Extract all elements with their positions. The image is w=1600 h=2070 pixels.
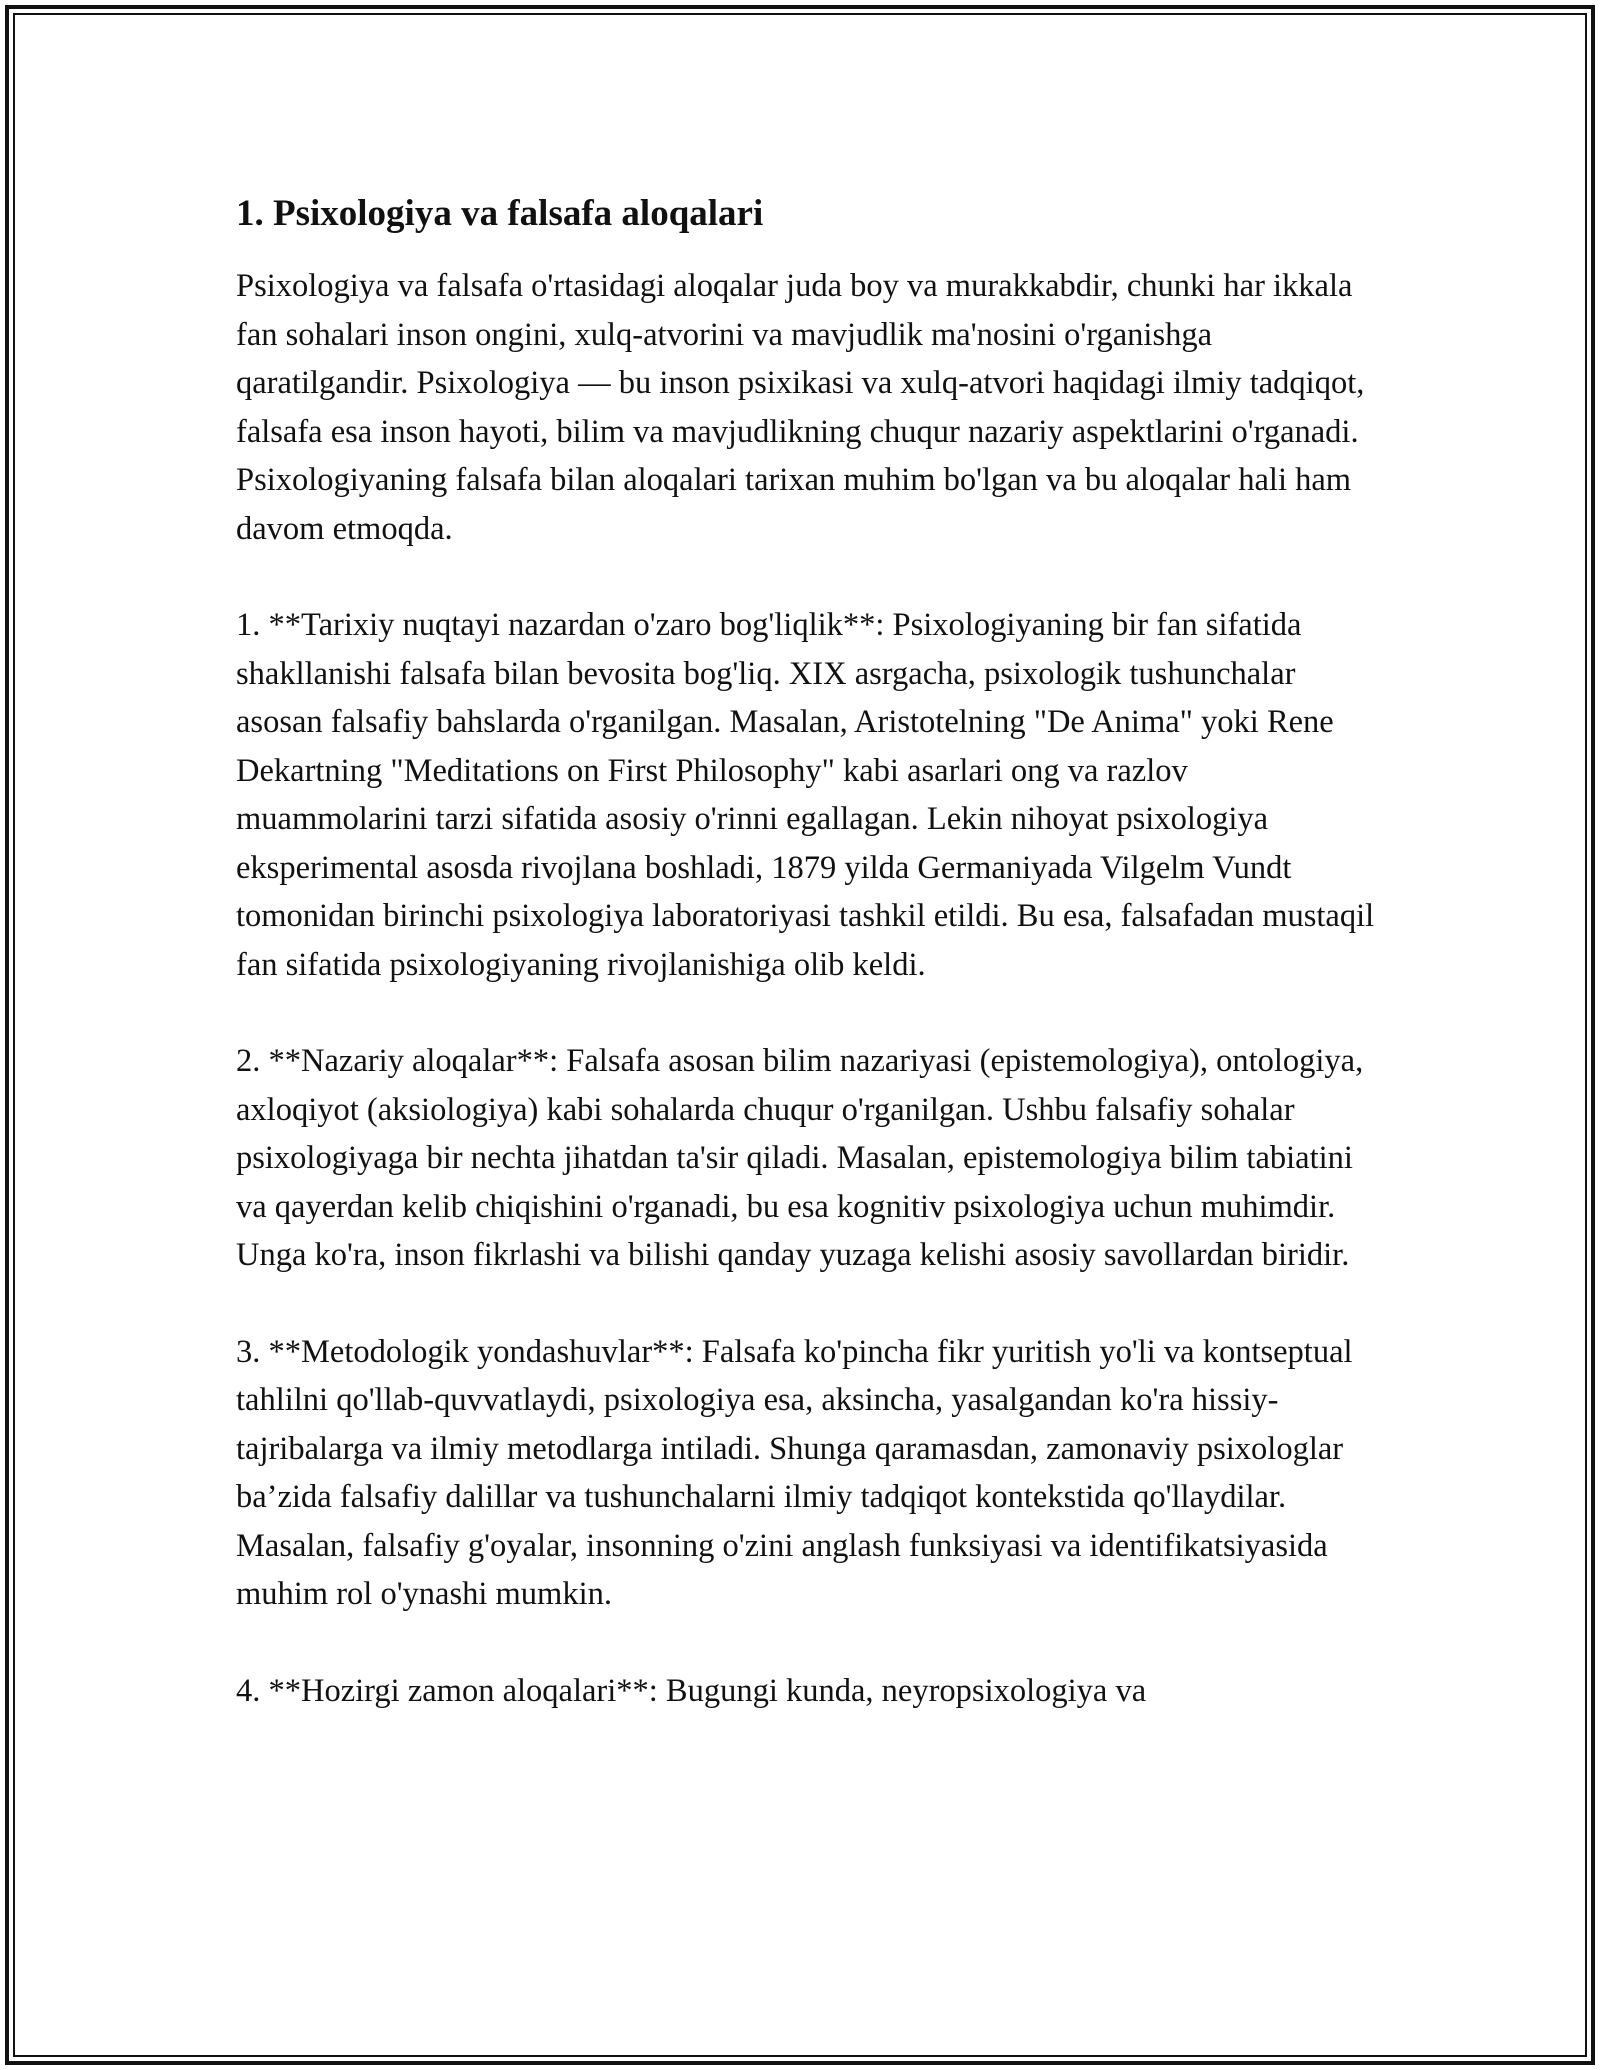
point-3-paragraph: 3. **Metodologik yondashuvlar**: Falsafa ko'pincha fikr yuritish yo'li va kontseptual tahlilni qo'llab-quvvatlaydi, psixologiya esa, aksincha, yasalgandan ko'ra hissiy-tajribalarga va ilmiy metodlarga intiladi. Shunga qaramasdan, zamonaviy psixologlar ba’zida falsafiy dalillar va tushunchalarni ilmiy tadqiqot kontekstida qo'llaydilar. Masalan, falsafiy g'oyalar, insonning o'zini anglash funksiyasi va identifikatsiyasida muhim rol o'ynashi mumkin. (236, 1333, 1353, 1612)
point-4-paragraph: 4. **Hozirgi zamon aloqalari**: Bugungi kunda, neyropsixologiya va (236, 1672, 1147, 1709)
point-1-paragraph: 1. **Tarixiy nuqtayi nazardan o'zaro bog'liqlik**: Psixologiyaning bir fan sifatida shakllanishi falsafa bilan bevosita bog'liq. XIX asrgacha, psixologik tushunchalar asosan falsafiy bahslarda o'rganilgan. Masalan, Aristotelning "De Anima" yoki Rene Dekartning "Meditations on First Philosophy" kabi asarlari ong va razlov muammolarini tarzi sifatida asosiy o'rinni egallagan. Lekin nihoyat psixologiya eksperimental asosda rivojlana boshladi, 1879 yilda Germaniyada Vilgelm Vundt tomonidan birinchi psixologiya laboratoriyasi tashkil etildi. Bu esa, falsafadan mustaqil fan sifatida psixologiyaning rivojlanishiga olib keldi. (236, 607, 1375, 983)
document-body (236, 186, 1386, 1715)
section-heading: 1. Psixologiya va falsafa aloqalari (236, 193, 764, 234)
point-2-paragraph: 2. **Nazariy aloqalar**: Falsafa asosan bilim nazariyasi (epistemologiya), ontologiya, axloqiyot (aksiologiya) kabi sohalarda chuqur o'rganilgan. Ushbu falsafiy sohalar psixologiyaga bir nechta jihatdan ta'sir qiladi. Masalan, epistemologiya bilim tabiatini va qayerdan kelib chiqishini o'rganadi, bu esa kognitiv psixologiya uchun muhimdir. Unga ko'ra, inson fikrlashi va bilishi qanday yuzaga kelishi asosiy savollardan biridir. (236, 1043, 1364, 1273)
intro-paragraph: Psixologiya va falsafa o'rtasidagi aloqalar juda boy va murakkabdir, chunki har ikkala fan sohalari inson ongini, xulq-atvorini va mavjudlik ma'nosini o'rganishga qaratilgandir. Psixologiya — bu inson psixikasi va xulq-atvori haqidagi ilmiy tadqiqot, falsafa esa inson hayoti, bilim va mavjudlikning chuqur nazariy aspektlarini o'rganadi. Psixologiyaning falsafa bilan aloqalari tarixan muhim bo'lgan va bu aloqalar hali ham davom etmoqda. (236, 268, 1365, 547)
